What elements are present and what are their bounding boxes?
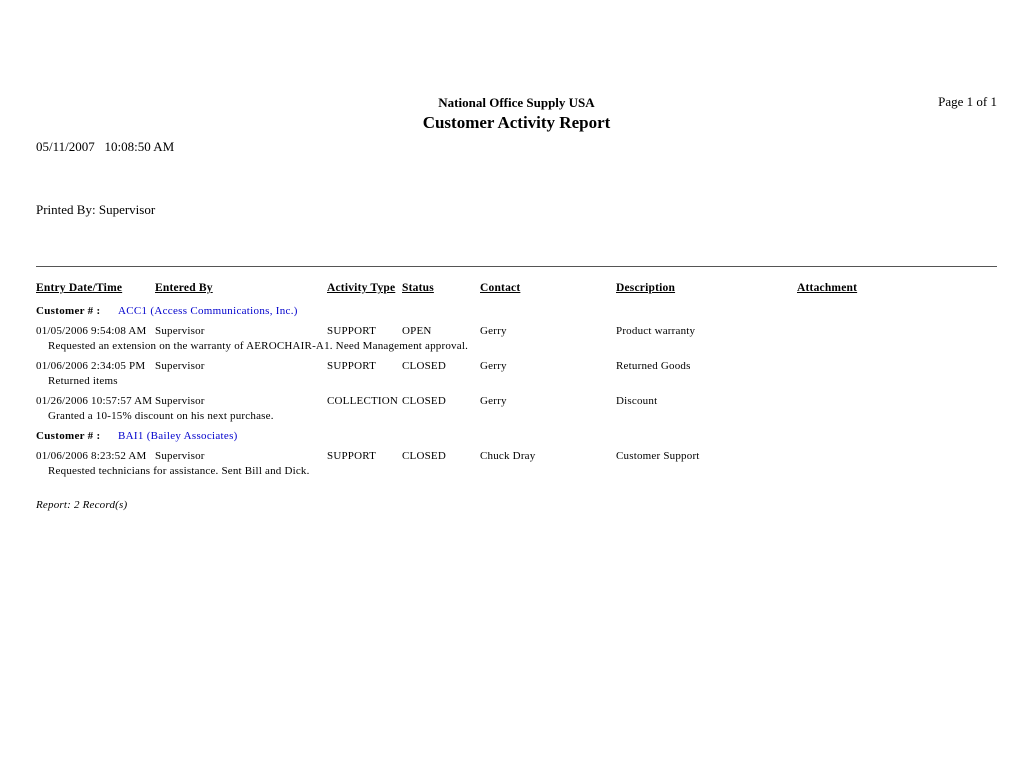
col-entered-by: Entered By bbox=[155, 282, 213, 294]
table-row bbox=[36, 449, 997, 464]
table-header-row bbox=[36, 281, 997, 296]
activity-note: Requested an extension on the warranty of AEROCHAIR-A1. Need Management approval. bbox=[48, 340, 469, 352]
report-page bbox=[36, 94, 997, 511]
cell-attachment bbox=[797, 359, 997, 374]
page-indicator: Page 1 of 1 bbox=[938, 94, 997, 109]
cell-attachment bbox=[797, 449, 997, 464]
cell-activity-type: SUPPORT bbox=[327, 450, 377, 462]
cell-description: Customer Support bbox=[616, 450, 700, 462]
cell-entered-by: Supervisor bbox=[155, 395, 205, 407]
report-header bbox=[36, 94, 997, 262]
table-row bbox=[36, 394, 997, 409]
company-name: National Office Supply USA bbox=[438, 95, 595, 110]
customer-link-acc1[interactable]: ACC1 (Access Communications, Inc.) bbox=[118, 305, 298, 317]
cell-entry-datetime: 01/05/2006 9:54:08 AM bbox=[36, 325, 147, 337]
activity-note: Granted a 10-15% discount on his next purchase. bbox=[48, 410, 274, 422]
col-attachment: Attachment bbox=[797, 282, 858, 294]
customer-group-header bbox=[36, 429, 997, 444]
cell-activity-type: SUPPORT bbox=[327, 325, 377, 337]
activity-record bbox=[36, 449, 997, 479]
table-row bbox=[36, 324, 997, 339]
printed-by: Printed By: Supervisor bbox=[36, 202, 156, 217]
cell-status: OPEN bbox=[402, 325, 432, 337]
activity-note: Returned items bbox=[48, 375, 118, 387]
cell-description: Product warranty bbox=[616, 325, 696, 337]
record-count-summary: Report: 2 Record(s) bbox=[36, 499, 128, 511]
cell-activity-type: SUPPORT bbox=[327, 360, 377, 372]
cell-attachment bbox=[797, 394, 997, 409]
activity-record bbox=[36, 394, 997, 424]
activity-record bbox=[36, 359, 997, 389]
cell-activity-type: COLLECTION bbox=[327, 395, 399, 407]
activity-record bbox=[36, 324, 997, 354]
cell-status: CLOSED bbox=[402, 360, 446, 372]
cell-entry-datetime: 01/06/2006 8:23:52 AM bbox=[36, 450, 147, 462]
col-description: Description bbox=[616, 282, 676, 294]
header-rule bbox=[36, 266, 997, 267]
activity-note: Requested technicians for assistance. Sent Bill and Dick. bbox=[48, 465, 310, 477]
header-center bbox=[316, 94, 717, 134]
printed-datetime: 05/11/2007 10:08:50 AM bbox=[36, 139, 175, 154]
cell-entered-by: Supervisor bbox=[155, 450, 205, 462]
cell-attachment bbox=[797, 324, 997, 339]
customer-number-label: Customer # : bbox=[36, 305, 101, 317]
cell-contact: Gerry bbox=[480, 325, 507, 337]
table-row bbox=[36, 359, 997, 374]
col-activity-type: Activity Type bbox=[327, 282, 396, 294]
cell-description: Discount bbox=[616, 395, 658, 407]
col-entry-datetime: Entry Date/Time bbox=[36, 282, 123, 294]
cell-entered-by: Supervisor bbox=[155, 360, 205, 372]
col-contact: Contact bbox=[480, 282, 521, 294]
customer-group-header bbox=[36, 304, 997, 319]
cell-status: CLOSED bbox=[402, 450, 446, 462]
cell-status: CLOSED bbox=[402, 395, 446, 407]
cell-contact: Gerry bbox=[480, 360, 507, 372]
col-status: Status bbox=[402, 282, 434, 294]
cell-contact: Gerry bbox=[480, 395, 507, 407]
cell-entry-datetime: 01/26/2006 10:57:57 AM bbox=[36, 395, 153, 407]
header-left bbox=[36, 94, 316, 262]
page-title: Customer Activity Report bbox=[422, 113, 611, 132]
cell-description: Returned Goods bbox=[616, 360, 691, 372]
customer-number-label: Customer # : bbox=[36, 430, 101, 442]
cell-entered-by: Supervisor bbox=[155, 325, 205, 337]
customer-link-bai1[interactable]: BAI1 (Bailey Associates) bbox=[118, 430, 238, 442]
cell-entry-datetime: 01/06/2006 2:34:05 PM bbox=[36, 360, 146, 372]
cell-contact: Chuck Dray bbox=[480, 450, 536, 462]
